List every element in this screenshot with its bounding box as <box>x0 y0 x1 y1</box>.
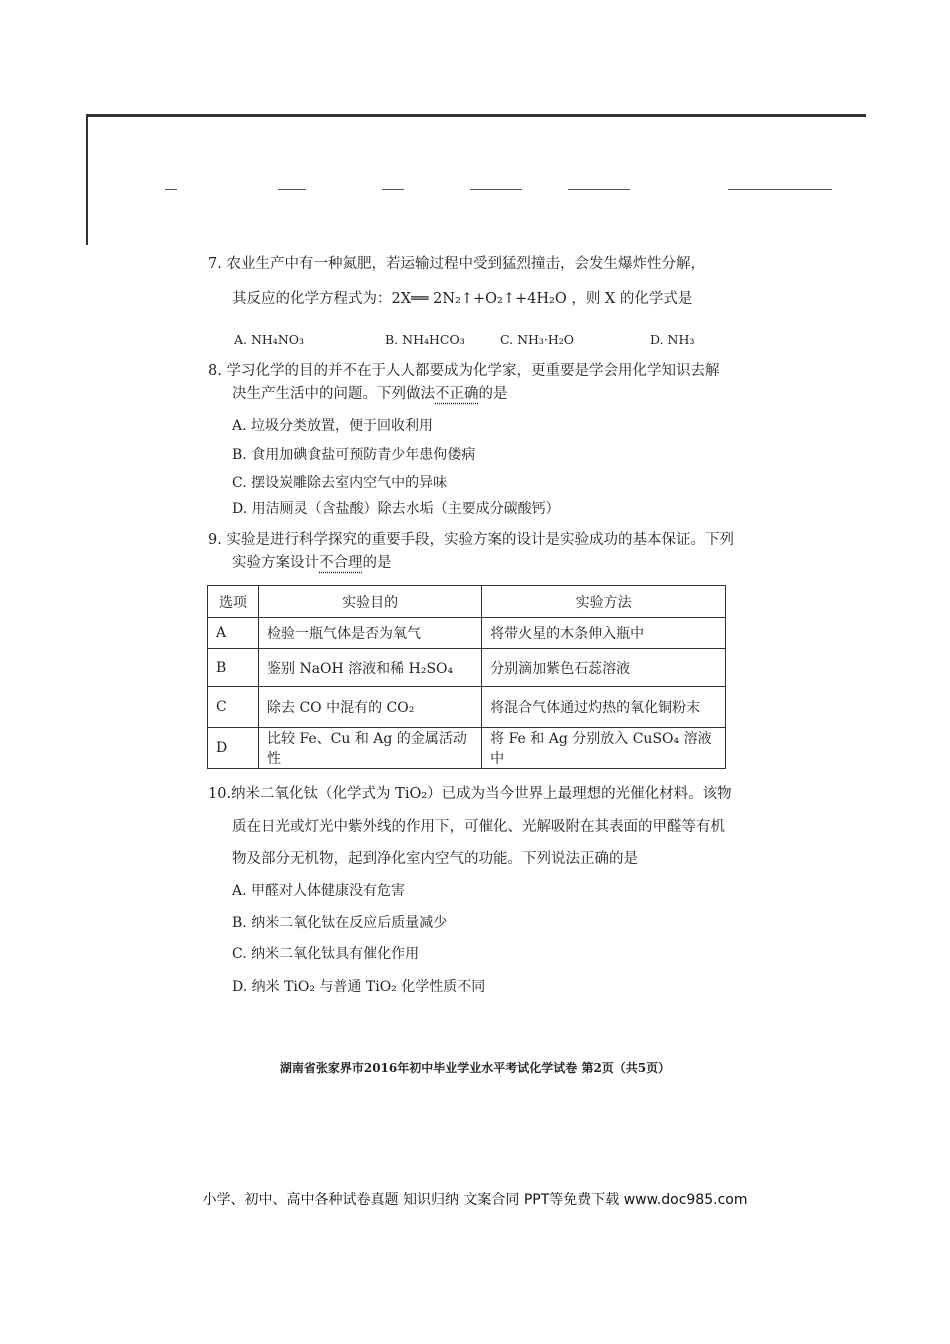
table-cell: D <box>208 728 259 769</box>
header-rule <box>278 189 306 190</box>
experiment-table <box>207 585 726 769</box>
q10-option-d: D. 纳米 TiO₂ 与普通 TiO₂ 化学性质不同 <box>232 979 486 995</box>
q8-option-a: A. 垃圾分类放置，便于回收利用 <box>232 418 434 434</box>
table-row <box>208 618 726 649</box>
q10-stem-line3: 物及部分无机物，起到净化室内空气的功能。下列说法正确的是 <box>232 851 638 867</box>
page-footer: 湖南省张家界市2016年初中毕业学业水平考试化学试卷 第2页（共5页） <box>279 1061 671 1075</box>
table-header-row <box>208 586 726 618</box>
q9-stem-text-end: 的是 <box>362 555 392 571</box>
table-header-cell: 实验方法 <box>482 586 726 618</box>
table-cell: 检验一瓶气体是否为氧气 <box>259 618 482 649</box>
table-cell: 将带火星的木条伸入瓶中 <box>482 618 726 649</box>
table-header-cell: 实验目的 <box>259 586 482 618</box>
q9-stem-text: 实验方案设计 <box>232 555 319 571</box>
q10-option-c: C. 纳米二氧化钛具有催化作用 <box>232 946 420 962</box>
header-rule <box>568 189 630 190</box>
q8-option-c: C. 摆设炭雕除去室内空气中的异味 <box>232 475 448 491</box>
table-cell: 分别滴加紫色石蕊溶液 <box>482 649 726 687</box>
q7-stem-line1: 7. 农业生产中有一种氮肥，若运输过程中受到猛烈撞击，会发生爆炸性分解， <box>208 256 705 272</box>
q9-stem-line1: 9. 实验是进行科学探究的重要手段，实验方案的设计是实验成功的基本保证。下列 <box>208 532 734 548</box>
q8-stem-text: 决生产生活中的问题。下列做法 <box>232 386 435 402</box>
table-cell: A <box>208 618 259 649</box>
q10-stem-line1: 10.纳米二氧化钛（化学式为 TiO₂）已成为当今世界上最理想的光催化材料。该物 <box>208 786 732 802</box>
table-row <box>208 728 726 769</box>
table-cell: 将 Fe 和 Ag 分别放入 CuSO₄ 溶液中 <box>482 728 726 769</box>
table-cell: 将混合气体通过灼热的氧化铜粉末 <box>482 687 726 728</box>
q8-option-d: D. 用洁厕灵（含盐酸）除去水垢（主要成分碳酸钙） <box>232 501 560 517</box>
q9-emphasis: 不合理 <box>319 555 363 571</box>
q10-stem-line2: 质在日光或灯光中紫外线的作用下，可催化、光解吸附在其表面的甲醛等有机 <box>232 819 725 835</box>
header-rule <box>382 189 404 190</box>
table-cell: C <box>208 687 259 728</box>
q7-option-c: C. NH₃·H₂O <box>500 332 575 347</box>
table-row <box>208 649 726 687</box>
q9-stem-line2 <box>232 553 392 573</box>
q7-option-b: B. NH₄HCO₃ <box>385 332 465 347</box>
header-rule <box>728 189 832 190</box>
q8-emphasis: 不正确 <box>435 386 479 402</box>
scan-border <box>86 114 866 245</box>
table-header-cell: 选项 <box>208 586 259 618</box>
q8-stem-text-end: 的是 <box>478 386 508 402</box>
q8-stem-line1: 8. 学习化学的目的并不在于人人都要成为化学家，更重要是学会用化学知识去解 <box>208 363 720 379</box>
table-cell: 除去 CO 中混有的 CO₂ <box>259 687 482 728</box>
table-cell: B <box>208 649 259 687</box>
q10-option-a: A. 甲醛对人体健康没有危害 <box>232 883 406 899</box>
header-rule <box>470 189 522 190</box>
q8-option-b: B. 食用加碘食盐可预防青少年患佝偻病 <box>232 447 476 463</box>
q10-option-b: B. 纳米二氧化钛在反应后质量减少 <box>232 915 448 931</box>
q7-option-d: D. NH₃ <box>650 332 695 347</box>
q7-option-a: A. NH₄NO₃ <box>234 332 305 347</box>
table-cell: 比较 Fe、Cu 和 Ag 的金属活动性 <box>259 728 482 769</box>
q7-stem-line2: 其反应的化学方程式为：2X══ 2N₂↑+O₂↑+4H₂O ，则 X 的化学式是 <box>232 291 693 307</box>
download-watermark: 小学、初中、高中各种试卷真题 知识归纳 文案合同 PPT等免费下载 www.doc985.com <box>202 1192 748 1208</box>
q8-stem-line2 <box>232 384 508 404</box>
header-rule <box>165 189 177 190</box>
table-cell: 鉴别 NaOH 溶液和稀 H₂SO₄ <box>259 649 482 687</box>
table-row <box>208 687 726 728</box>
